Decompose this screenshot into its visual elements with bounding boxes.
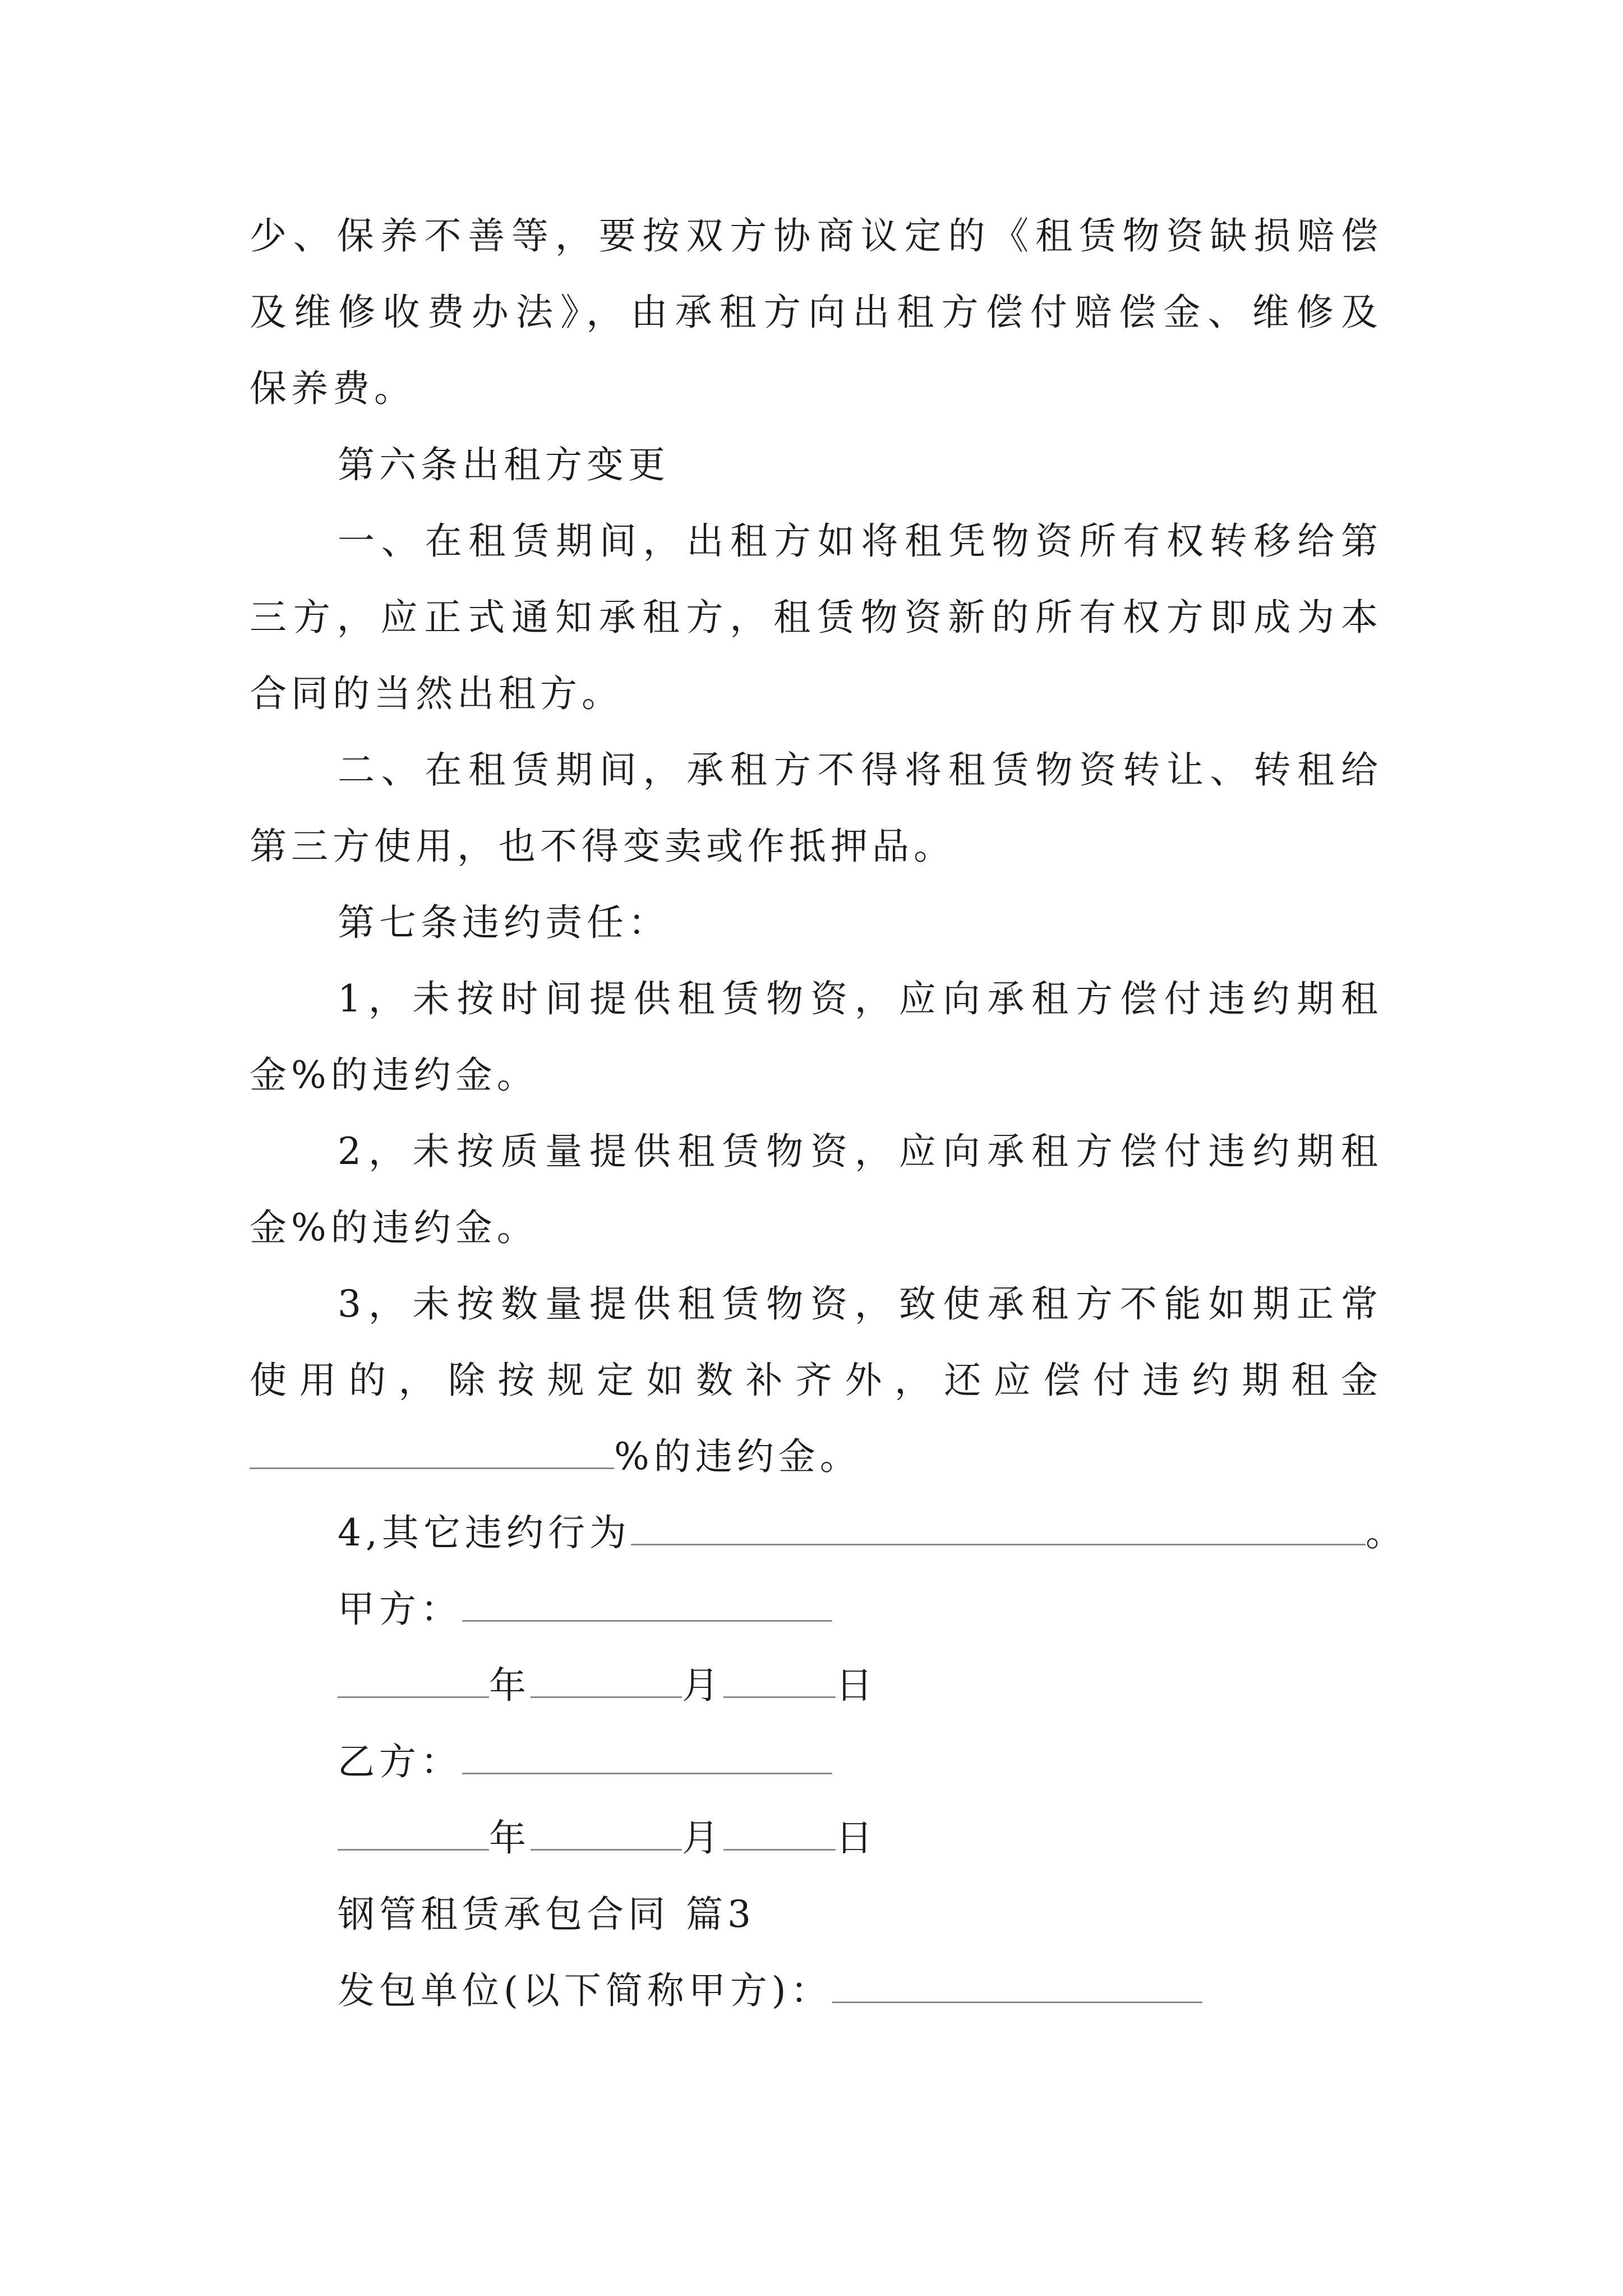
party-b-label: 乙方： xyxy=(338,1740,462,1783)
day-blank[interactable] xyxy=(723,1663,836,1698)
other-breach-end: 。 xyxy=(1365,1511,1407,1554)
party-b-date-line xyxy=(338,1813,877,1864)
party-b-blank[interactable] xyxy=(462,1739,832,1774)
paragraph-line: 三方，应正式通知承租方，租赁物资新的所有权方即成为本 xyxy=(250,596,1382,639)
month-label: 月 xyxy=(682,1664,723,1707)
year-label: 年 xyxy=(489,1816,531,1860)
paragraph-line: 少、保养不善等，要按双方协商议定的《租赁物资缺损赔偿 xyxy=(250,214,1382,257)
party-b-line xyxy=(338,1737,832,1787)
percent-suffix: %的违约金。 xyxy=(614,1435,861,1478)
year-blank[interactable] xyxy=(338,1663,489,1698)
other-breach-label: 4,其它违约行为 xyxy=(338,1511,631,1554)
year-label: 年 xyxy=(489,1664,531,1707)
employer-blank[interactable] xyxy=(832,1968,1202,2003)
day-label: 日 xyxy=(836,1664,877,1707)
month-label: 月 xyxy=(682,1816,723,1860)
party-a-line xyxy=(338,1584,832,1635)
party-a-blank[interactable] xyxy=(462,1586,832,1622)
paragraph-line: 一、在租赁期间，出租方如将租凭物资所有权转移给第 xyxy=(338,519,1382,563)
day-blank[interactable] xyxy=(723,1815,836,1851)
party-a-date-line xyxy=(338,1660,877,1711)
month-blank[interactable] xyxy=(531,1663,682,1698)
paragraph-line: 2，未按质量提供租赁物资，应向承租方偿付违约期租 xyxy=(338,1130,1382,1173)
paragraph-line: 金%的违约金。 xyxy=(250,1206,538,1249)
article-heading: 第七条违约责任： xyxy=(338,901,670,944)
year-blank[interactable] xyxy=(338,1815,489,1851)
paragraph-line: 二、在租赁期间，承租方不得将租赁物资转让、转租给 xyxy=(338,748,1382,792)
other-breach-line xyxy=(338,1508,1407,1558)
day-label: 日 xyxy=(836,1816,877,1860)
month-blank[interactable] xyxy=(531,1815,682,1851)
percent-blank[interactable] xyxy=(250,1434,614,1469)
employer-label: 发包单位(以下简称甲方)： xyxy=(338,1969,832,2012)
paragraph-line: 合同的当然出租方。 xyxy=(250,672,623,715)
paragraph-line: 保养费。 xyxy=(250,367,416,410)
employer-line xyxy=(338,1966,1202,2016)
paragraph-line: 使用的，除按规定如数补齐外，还应偿付违约期租金 xyxy=(250,1359,1382,1402)
percent-line xyxy=(250,1432,861,1482)
paragraph-line: 及维修收费办法》，由承租方向出租方偿付赔偿金、维修及 xyxy=(250,291,1382,334)
paragraph-line: 3，未按数量提供租赁物资，致使承租方不能如期正常 xyxy=(338,1282,1382,1326)
party-a-label: 甲方： xyxy=(338,1588,462,1631)
article-heading: 第六条出租方变更 xyxy=(338,443,670,486)
paragraph-line: 金%的违约金。 xyxy=(250,1053,538,1097)
other-breach-blank[interactable] xyxy=(631,1510,1366,1545)
paragraph-line: 第三方使用，也不得变卖或作抵押品。 xyxy=(250,825,955,868)
section-title: 钢管租赁承包合同 篇3 xyxy=(338,1893,755,1936)
paragraph-line: 1，未按时间提供租赁物资，应向承租方偿付违约期租 xyxy=(338,977,1382,1020)
